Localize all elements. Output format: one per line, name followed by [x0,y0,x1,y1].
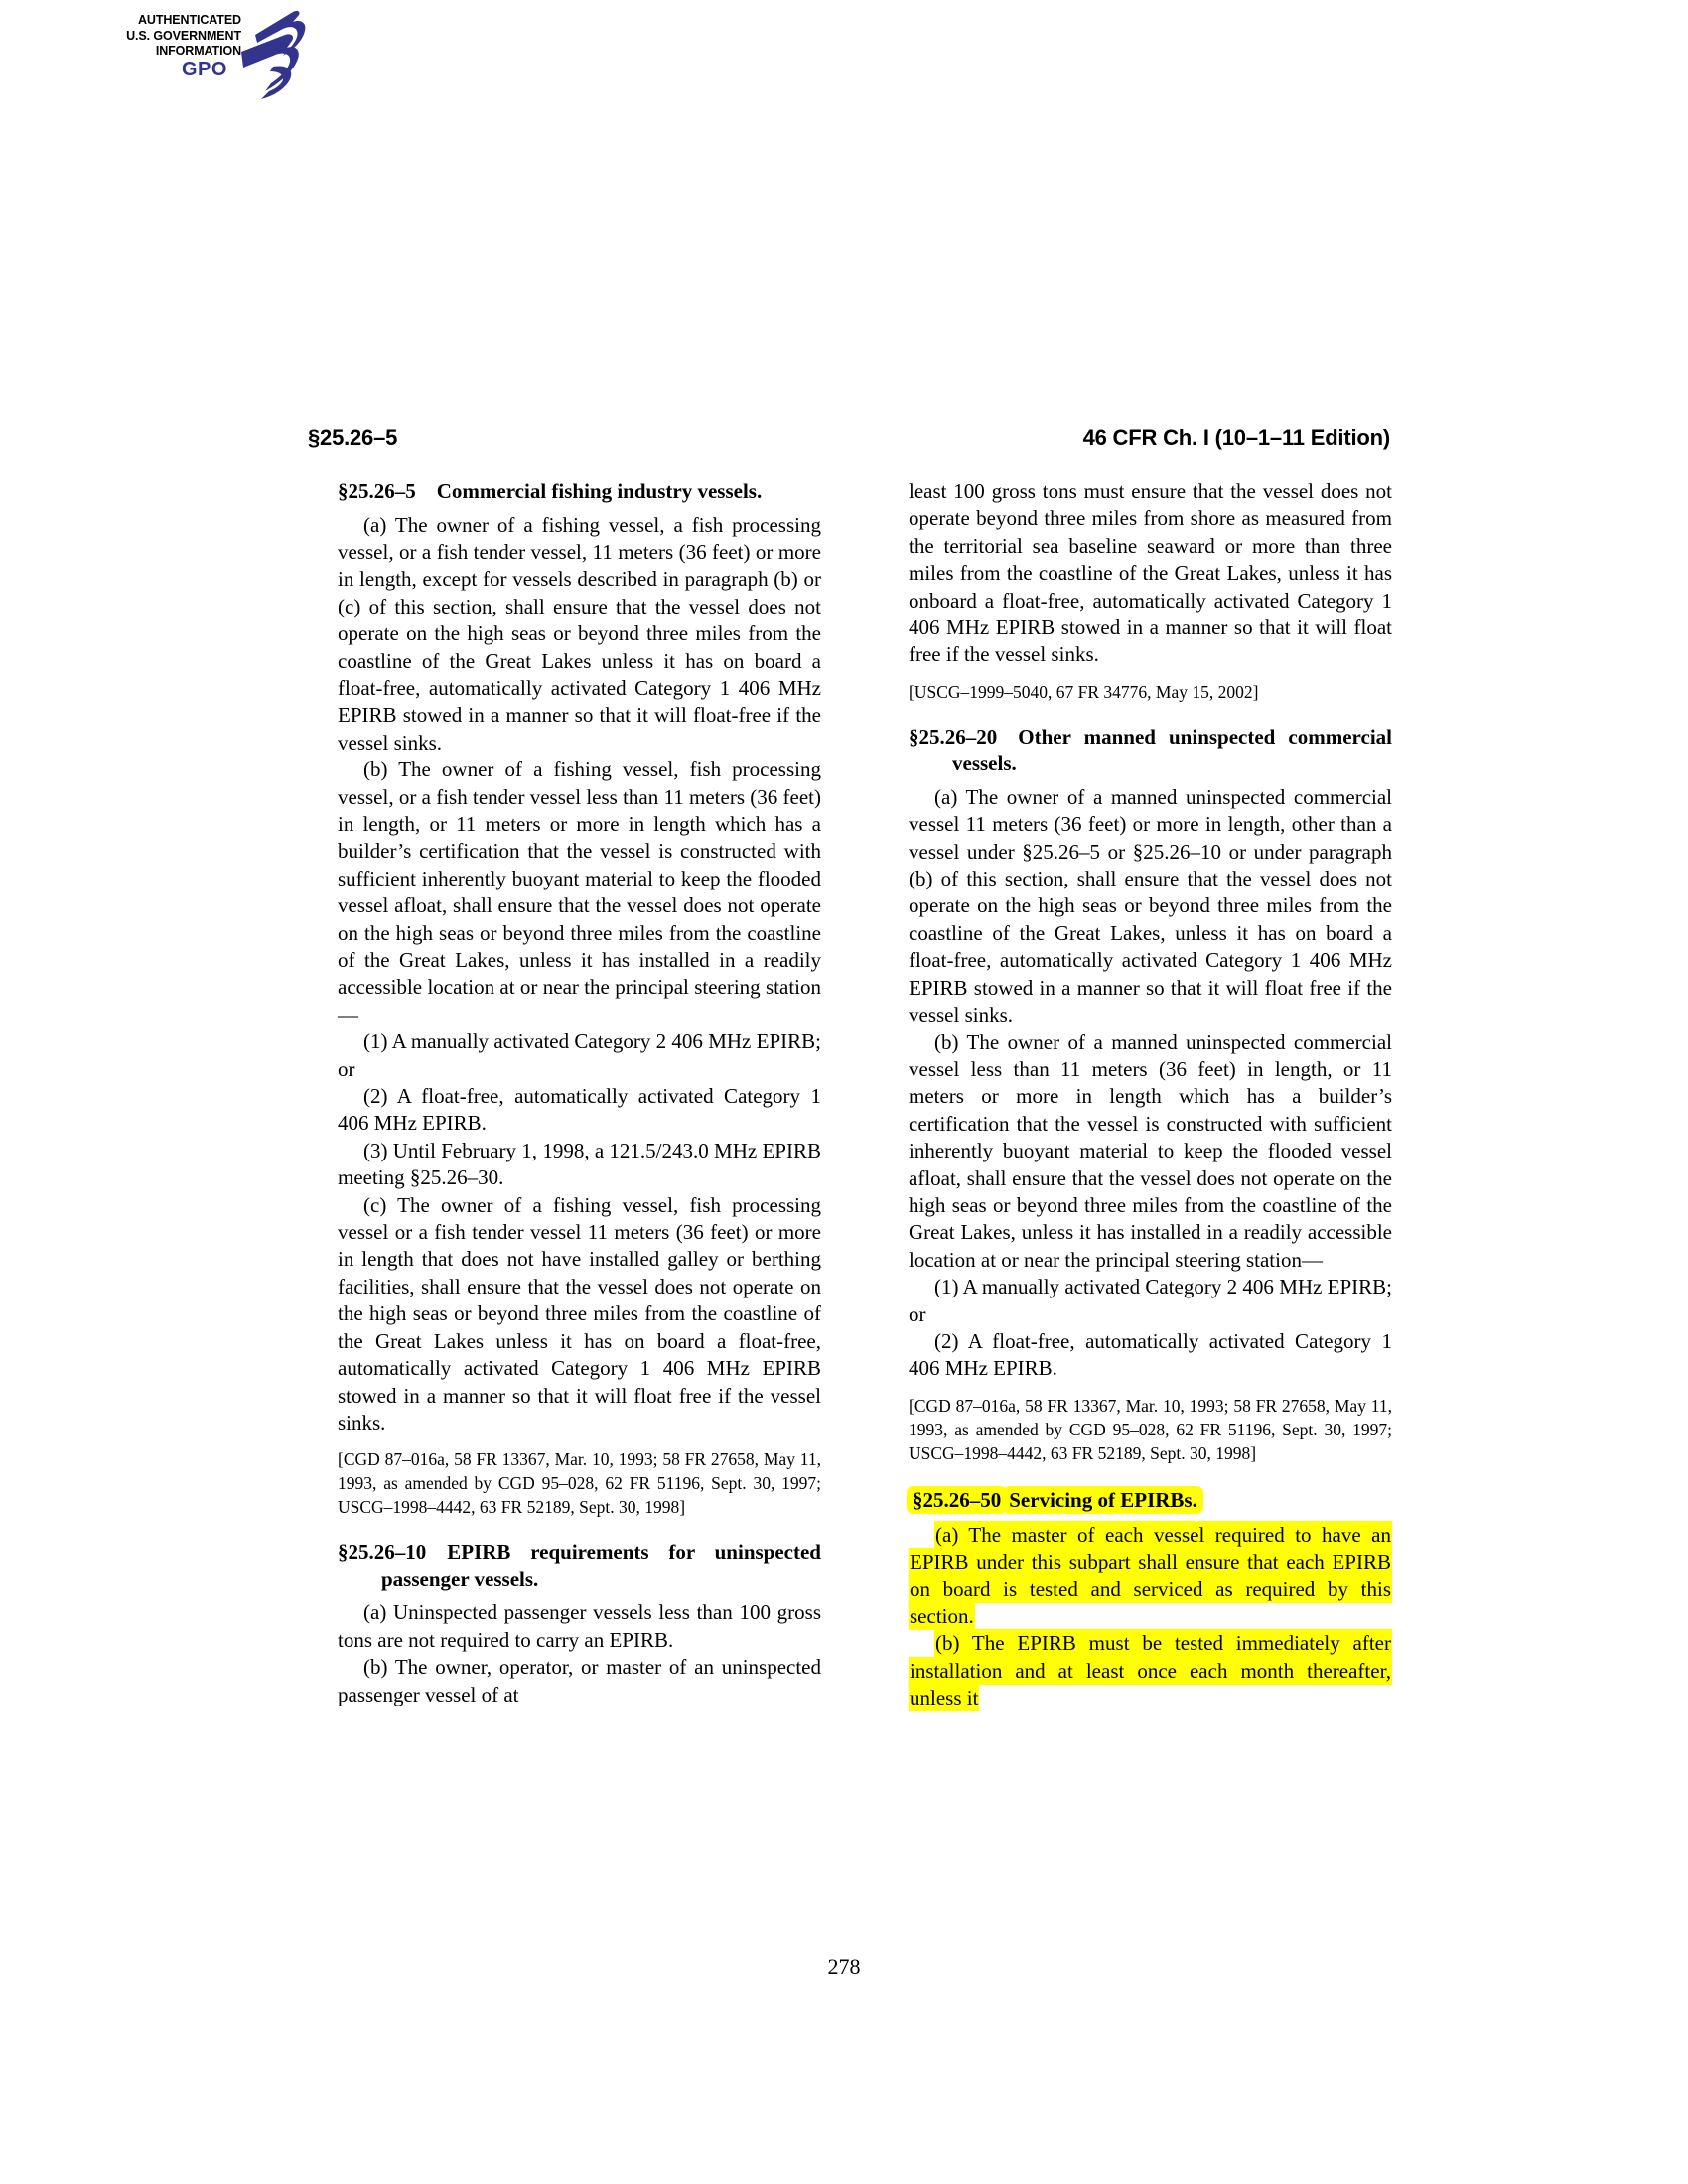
section-heading-25-26-50 [909,1485,1392,1516]
citation-block-right-1: [USCG–1999–5040, 67 FR 34776, May 15, 2002] [909,681,1259,702]
section-heading-25-26-5 [338,478,821,506]
section-number: §25.26–50 [907,1486,1007,1514]
section-title: Commercial fishing industry vessels. [436,479,763,503]
section-title: EPIRB requirements for uninspected passenger vessels. [381,1540,821,1591]
page-number: 278 [827,1954,861,1979]
s20-paragraph-a: (a) The owner of a manned uninspected commercial vessel 11 meters (36 feet) or more in length, other than a vessel under §25.26–5 or §25.26–10 or under paragraph (b) of this section, shall ensure that the vessel does not operate on the high seas or beyond three miles from the coastline of the Great Lakes, unless it has on board a float-free, automatically activated Category 1 406 MHz EPIRB stowed in a manner so that it will float free if the vessel sinks. [909,784,1392,1027]
gpo-eagle-icon [221,5,309,99]
seal-line-us-government: U.S. GOVERNMENT [126,28,241,43]
paragraph-b-3: (3) Until February 1, 1998, a 121.5/243.0 MHz EPIRB meeting §25.26–30. [338,1138,821,1190]
s20-paragraph-b-1: (1) A manually activated Category 2 406 MHz EPIRB; or [909,1275,1392,1326]
running-head [308,425,1390,459]
running-head-section: §25.26–5 [308,425,398,450]
s50-paragraph-b [909,1630,1392,1711]
seal-line-information: INFORMATION [155,44,241,58]
paragraph-b: (b) The owner of a fishing vessel, fish processing vessel, or a fish tender vessel less than 11 meters (36 feet) in length, or 11 meters or more in length which has a builder’s certification that the vessel is constructed with sufficient inherently buoyant material to keep the flooded vessel afloat, shall ensure that the vessel does not operate on the high seas or beyond three miles from the coastline of the Great Lakes, unless it has installed in a readily accessible location at or near the principal steering station— [338,757,821,1026]
seal-text-block [94,13,241,60]
s20-paragraph-b-2: (2) A float-free, automatically activated Category 1 406 MHz EPIRB. [909,1328,1392,1381]
gpo-authentication-seal [94,5,308,99]
seal-line-authenticated: AUTHENTICATED [137,13,241,27]
column-left [338,478,821,1938]
seal-gpo-mark: GPO [182,59,227,80]
section-number: §25.26–5 [338,479,416,503]
paragraph-b-1: (1) A manually activated Category 2 406 MHz EPIRB; or [338,1029,821,1081]
section-number: §25.26–20 [909,724,998,749]
s50-paragraph-a [909,1522,1392,1631]
paragraph-a: (a) The owner of a fishing vessel, a fish processing vessel, or a fish tender vessel, 11 meters (36 feet) or more in length, except for vessels described in paragraph (b) or (c) of this section, shall ensure that the vessel does not operate on the high seas or beyond three miles from the coastline of the Great Lakes unless it has on board a float-free, automatically activated Category 1 406 MHz EPIRB stowed in a manner so that it will float-free if the vessel sinks. [338,512,821,754]
s10-paragraph-a: (a) Uninspected passenger vessels less than 100 gross tons are not required to carry an EPIRB. [338,1600,821,1652]
paragraph-c: (c) The owner of a fishing vessel, fish processing vessel or a fish tender vessel 11 meters (36 feet) or more in length that does not have installed galley or berthing facilities, shall ensure that the vessel does not operate on the high seas or beyond three miles from the coastline of the Great Lakes unless it has on board a float-free, automatically activated Category 1 406 MHz EPIRB stowed in a manner so that it will float free if the vessel sinks. [338,1192,821,1434]
section-title: Servicing of EPIRBs. [1003,1486,1203,1514]
section-heading-25-26-10 [338,1539,821,1593]
section-number: §25.26–10 [338,1540,427,1565]
s20-paragraph-b: (b) The owner of a manned uninspected commercial vessel less than 11 meters (36 feet) in length, or 11 meters or more in length which has a builder’s certification that the vessel is constructed with sufficient inherently buoyant material to keep the flooded vessel afloat, shall ensure that the vessel does not operate on the high seas or beyond three miles from the coastline of the Great Lakes, unless it has installed in a readily accessible location at or near the principal steering station— [909,1029,1392,1272]
citation-block-left: [CGD 87–016a, 58 FR 13367, Mar. 10, 1993; 58 FR 27658, May 11, 1993, as amended by CGD 95–028, 62 FR 51196, Sept. 30, 1997; USCG–1998–4442, 63 FR 52189, Sept. 30, 1998] [338,1449,821,1518]
two-column-body [338,478,1392,1938]
running-head-edition: 46 CFR Ch. I (10–1–11 Edition) [1082,425,1390,450]
highlighted-text: (a) The master of each vessel required to have an EPIRB under this subpart shall ensure that each EPIRB on board is tested and serviced as required by this section. [910,1522,1391,1628]
s10-paragraph-b: (b) The owner, operator, or master of an uninspected passenger vessel of at [338,1655,821,1706]
section-heading-25-26-20 [909,724,1392,778]
section-title: Other manned uninspected commercial vessels. [952,724,1392,776]
citation-block-right-2: [CGD 87–016a, 58 FR 13367, Mar. 10, 1993; 58 FR 27658, May 11, 1993, as amended by CGD 95–028, 62 FR 51196, Sept. 30, 1997; USCG–1998–4442, 63 FR 52189, Sept. 30, 1998] [909,1395,1392,1463]
highlighted-text: (b) The EPIRB must be tested immediately after installation and at least once each month thereafter, unless it [910,1631,1391,1710]
column-right [909,478,1392,1938]
s10-paragraph-b-continued: least 100 gross tons must ensure that the vessel does not operate beyond three miles from shore as measured from the territorial sea baseline seaward or more than three miles from the coastline of the Great Lakes, unless it has onboard a float-free, automatically activated Category 1 406 MHz EPIRB stowed in a manner so that it will float free if the vessel sinks. [909,479,1392,667]
paragraph-b-2: (2) A float-free, automatically activated Category 1 406 MHz EPIRB. [338,1084,821,1136]
